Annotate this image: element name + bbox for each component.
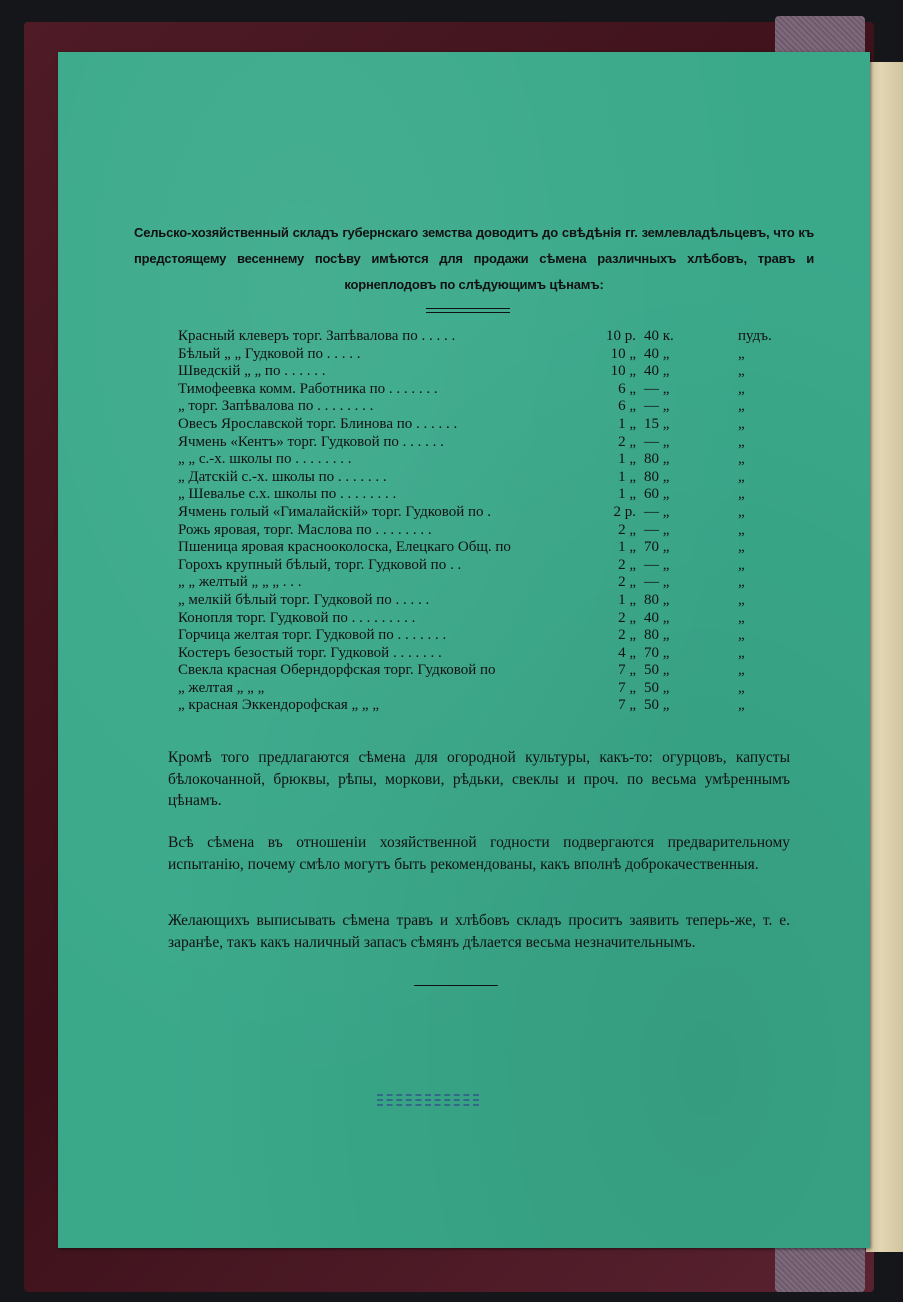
price-unit: „ (738, 521, 745, 538)
item-name: Горохъ крупный бѣлый, торг. Гудковой по . . (178, 556, 462, 573)
item-name: Рожь яровая, торг. Маслова по . . . . . . . . (178, 521, 432, 538)
price-kopecks: 40 „ (644, 345, 670, 362)
price-rubles: 2 „ (618, 433, 636, 450)
price-kopecks: — „ (644, 433, 670, 450)
item-name: „ красная Эккендорофская „ „ „ (178, 697, 379, 714)
price-rubles: 7 „ (618, 679, 636, 696)
price-row (178, 522, 778, 540)
price-kopecks: 15 „ (644, 415, 670, 432)
price-unit: „ (738, 662, 745, 679)
price-rubles: 2 „ (618, 574, 636, 591)
price-rubles: 1 „ (618, 486, 636, 503)
price-unit: „ (738, 539, 745, 556)
price-kopecks: — „ (644, 521, 670, 538)
price-rubles: 7 „ (618, 697, 636, 714)
price-row (178, 557, 778, 575)
price-row (178, 645, 778, 663)
price-kopecks: 60 „ (644, 486, 670, 503)
price-rubles: 10 „ (610, 345, 636, 362)
price-kopecks: — „ (644, 503, 670, 520)
price-rubles: 2 р. (613, 503, 636, 520)
item-name: „ Шевалье с.х. школы по . . . . . . . . (178, 486, 397, 503)
price-rubles: 7 „ (618, 662, 636, 679)
price-kopecks: — „ (644, 574, 670, 591)
price-rubles: 4 „ (618, 644, 636, 661)
price-row (178, 504, 778, 522)
price-rubles: 10 р. (606, 328, 636, 344)
price-kopecks: — „ (644, 380, 670, 397)
price-rubles: 6 „ (618, 380, 636, 397)
page-edge (866, 62, 903, 1252)
paragraph-order-early: Желающихъ выписывать сѣмена травъ и хлѣбовъ складъ проситъ заявить теперь-же, т. е. заранѣе, такъ какъ наличный запасъ сѣмянъ дѣлается весьма незначительнымъ. (168, 912, 790, 951)
price-unit: „ (738, 398, 745, 415)
price-kopecks: — „ (644, 398, 670, 415)
price-rubles: 2 „ (618, 627, 636, 644)
price-kopecks: 80 „ (644, 468, 670, 485)
price-row (178, 469, 778, 487)
item-name: Овесъ Ярославской торг. Блинова по . . . . . . (178, 415, 458, 432)
price-list (178, 328, 778, 715)
price-row (178, 697, 778, 715)
price-unit: „ (738, 697, 745, 714)
price-row (178, 539, 778, 557)
item-name: Свекла красная Оберндорфская торг. Гудковой по (178, 662, 496, 679)
price-kopecks: 70 „ (644, 644, 670, 661)
price-row (178, 381, 778, 399)
price-unit: „ (738, 433, 745, 450)
item-name: Ячмень «Кентъ» торг. Гудковой по . . . . . . (178, 433, 444, 450)
price-kopecks: 40 к. (644, 328, 674, 344)
item-name: „ мелкій бѣлый торг. Гудковой по . . . . . (178, 591, 430, 608)
price-unit: „ (738, 679, 745, 696)
price-unit: „ (738, 503, 745, 520)
price-unit: „ (738, 451, 745, 468)
price-rubles: 2 „ (618, 609, 636, 626)
price-row (178, 434, 778, 452)
price-unit: „ (738, 486, 745, 503)
price-rubles: 2 „ (618, 521, 636, 538)
double-rule-divider (426, 308, 510, 313)
price-kopecks: 80 „ (644, 627, 670, 644)
price-kopecks: 80 „ (644, 591, 670, 608)
price-kopecks: 50 „ (644, 662, 670, 679)
price-kopecks: 50 „ (644, 697, 670, 714)
price-row (178, 346, 778, 364)
price-row (178, 416, 778, 434)
price-rubles: 1 „ (618, 468, 636, 485)
price-rubles: 1 „ (618, 591, 636, 608)
item-name: Бѣлый „ „ Гудковой по . . . . . (178, 345, 361, 362)
price-kopecks: 40 „ (644, 363, 670, 380)
price-row (178, 680, 778, 698)
paragraph-quality: Всѣ сѣмена въ отношеніи хозяйственной годности подвергаются предварительному испытанію, почему смѣло могутъ быть рекомендованы, какъ вполнѣ доброкачественныя. (168, 834, 790, 873)
price-unit: „ (738, 574, 745, 591)
price-rubles: 1 „ (618, 539, 636, 556)
library-stamp (373, 1094, 483, 1164)
item-name: Конопля торг. Гудковой по . . . . . . . . . (178, 609, 416, 626)
price-kopecks: 50 „ (644, 679, 670, 696)
price-unit: „ (738, 556, 745, 573)
price-rubles: 1 „ (618, 415, 636, 432)
price-row (178, 451, 778, 469)
item-name: Красный клеверъ торг. Запѣвалова по . . . . . (178, 328, 456, 344)
item-name: „ торг. Запѣвалова по . . . . . . . . (178, 398, 374, 415)
price-row (178, 592, 778, 610)
price-unit: „ (738, 609, 745, 626)
printed-sheet (58, 52, 870, 1248)
price-unit: пудъ. (738, 328, 772, 344)
price-rubles: 6 „ (618, 398, 636, 415)
closing-rule-divider (414, 985, 498, 986)
price-unit: „ (738, 363, 745, 380)
price-unit: „ (738, 380, 745, 397)
intro-heading: Сельско-хозяйственный складъ губернскаго земства доводитъ до свѣдѣнія гг. землевладѣльцевъ, что къ предстоящему весеннему посѣву имѣются для продажи сѣмена различныхъ хлѣбовъ, травъ и корнеплодовъ по слѣдующимъ цѣнамъ: (134, 225, 814, 292)
price-unit: „ (738, 591, 745, 608)
item-name: „ „ желтый „ „ „ . . . (178, 574, 302, 591)
price-rubles: 10 „ (610, 363, 636, 380)
item-name: Костеръ безостый торг. Гудковой . . . . . . . (178, 644, 442, 661)
price-kopecks: 40 „ (644, 609, 670, 626)
price-row (178, 574, 778, 592)
item-name: Шведскій „ „ по . . . . . . (178, 363, 326, 380)
price-row (178, 627, 778, 645)
item-name: Горчица желтая торг. Гудковой по . . . . . . . (178, 627, 447, 644)
price-kopecks: — „ (644, 556, 670, 573)
price-unit: „ (738, 415, 745, 432)
price-row (178, 610, 778, 628)
item-name: „ желтая „ „ „ (178, 679, 265, 696)
item-name: „ „ с.-х. школы по . . . . . . . . (178, 451, 352, 468)
price-row (178, 328, 778, 346)
price-row (178, 486, 778, 504)
price-unit: „ (738, 468, 745, 485)
item-name: Тимофеевка комм. Работника по . . . . . . . (178, 380, 438, 397)
price-rubles: 2 „ (618, 556, 636, 573)
paragraph-vegetable-seeds: Кромѣ того предлагаются сѣмена для огородной культуры, какъ-то: огурцовъ, капусты бѣлокочанной, брюквы, рѣпы, моркови, рѣдьки, свеклы и проч. по весьма умѣреннымъ цѣнамъ. (168, 749, 790, 809)
price-row (178, 662, 778, 680)
price-row (178, 363, 778, 381)
item-name: Ячмень голый «Гималайскій» торг. Гудковой по . (178, 503, 492, 520)
price-unit: „ (738, 345, 745, 362)
price-row (178, 398, 778, 416)
item-name: „ Датскій с.-х. школы по . . . . . . . (178, 468, 387, 485)
item-name: Пшеница яровая краснооколоска, Елецкаго Общ. по (178, 539, 511, 556)
price-kopecks: 80 „ (644, 451, 670, 468)
price-kopecks: 70 „ (644, 539, 670, 556)
price-unit: „ (738, 644, 745, 661)
price-unit: „ (738, 627, 745, 644)
price-rubles: 1 „ (618, 451, 636, 468)
